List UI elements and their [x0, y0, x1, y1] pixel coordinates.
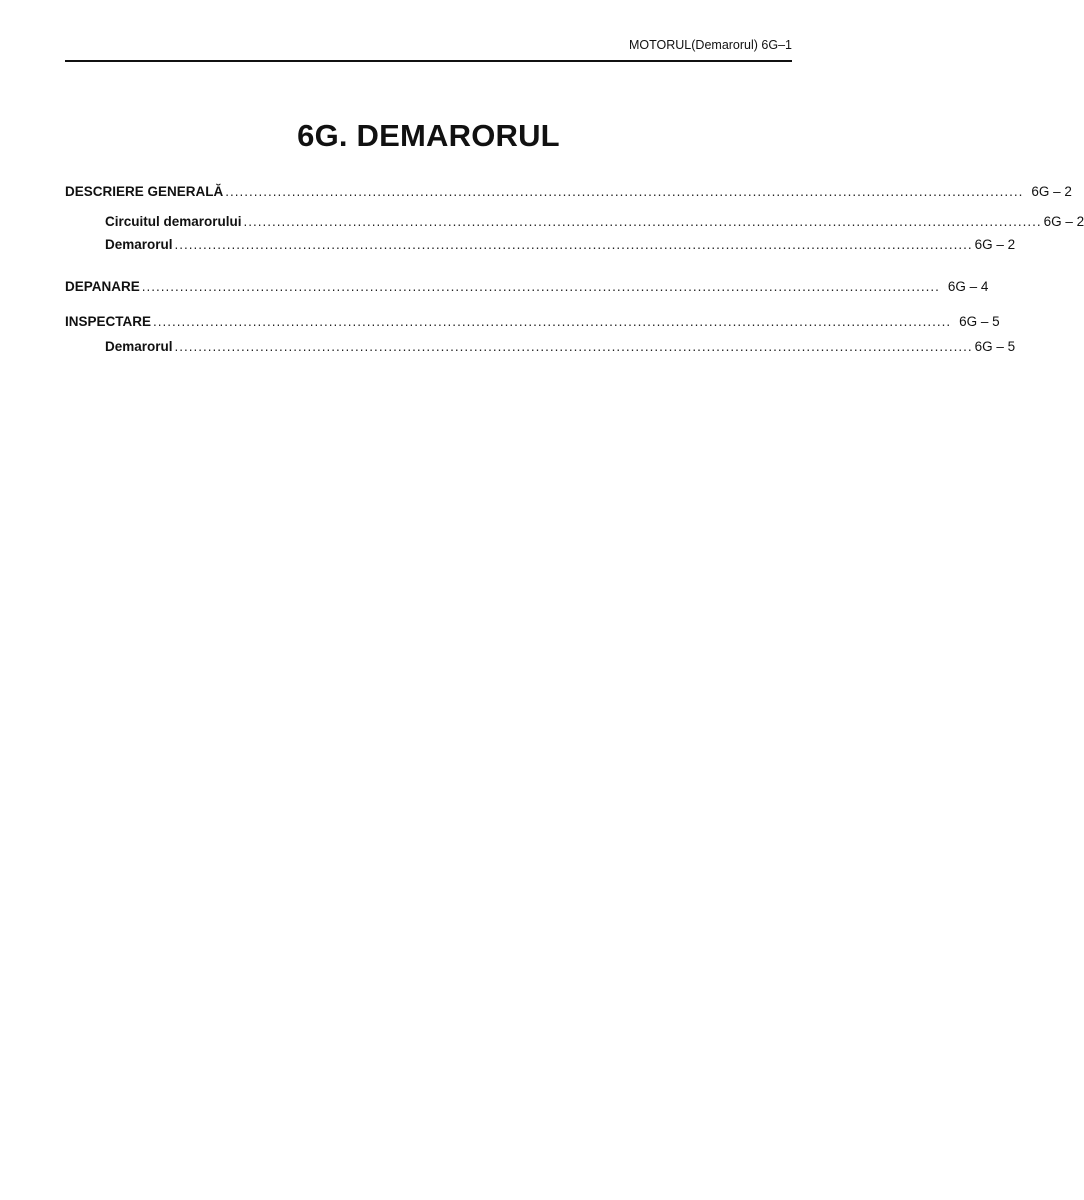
toc-leader-dots: ........................................................................................................................................................................	[243, 214, 1042, 229]
toc-entry-page: 6G – 2	[1031, 184, 1072, 199]
toc-entry-label: DESCRIERE GENERALĂ	[65, 184, 224, 199]
toc-leader-dots: ........................................................................................................................................................................	[225, 184, 1024, 199]
toc-leader-dots: ........................................................................................................................................................................	[174, 339, 973, 354]
toc-entry-page: 6G – 5	[974, 339, 1016, 354]
toc-leader-dots: ........................................................................................................................................................................	[174, 237, 973, 252]
toc-entry-label: DEPANARE	[65, 279, 140, 294]
toc-entry-circuitul-demarorului[interactable]	[105, 214, 1084, 232]
toc-entry-inspectare[interactable]	[65, 314, 1000, 332]
toc-leader-dots: ........................................................................................................................................................................	[141, 279, 940, 294]
toc-entry-depanare[interactable]	[65, 279, 989, 297]
toc-leader-dots: ........................................................................................................................................................................	[153, 314, 952, 329]
header-rule	[65, 60, 792, 62]
toc-entry-demarorul-inspectare[interactable]	[105, 339, 1016, 357]
toc-entry-demarorul[interactable]	[105, 237, 1016, 255]
toc-entry-page: 6G – 2	[974, 237, 1016, 252]
toc-entry-label: Demarorul	[105, 339, 173, 354]
toc-entry-label: Demarorul	[105, 237, 173, 252]
toc-entry-page: 6G – 2	[1043, 214, 1084, 229]
toc-entry-label: Circuitul demarorului	[105, 214, 242, 229]
toc-entry-page: 6G – 5	[959, 314, 1000, 329]
toc-entry-page: 6G – 4	[947, 279, 989, 294]
chapter-title: 6G. DEMARORUL	[297, 118, 560, 153]
running-header: MOTORUL(Demarorul) 6G–1	[628, 38, 792, 52]
toc-entry-label: INSPECTARE	[65, 314, 152, 329]
toc-entry-descriere-generala[interactable]	[65, 184, 1072, 202]
